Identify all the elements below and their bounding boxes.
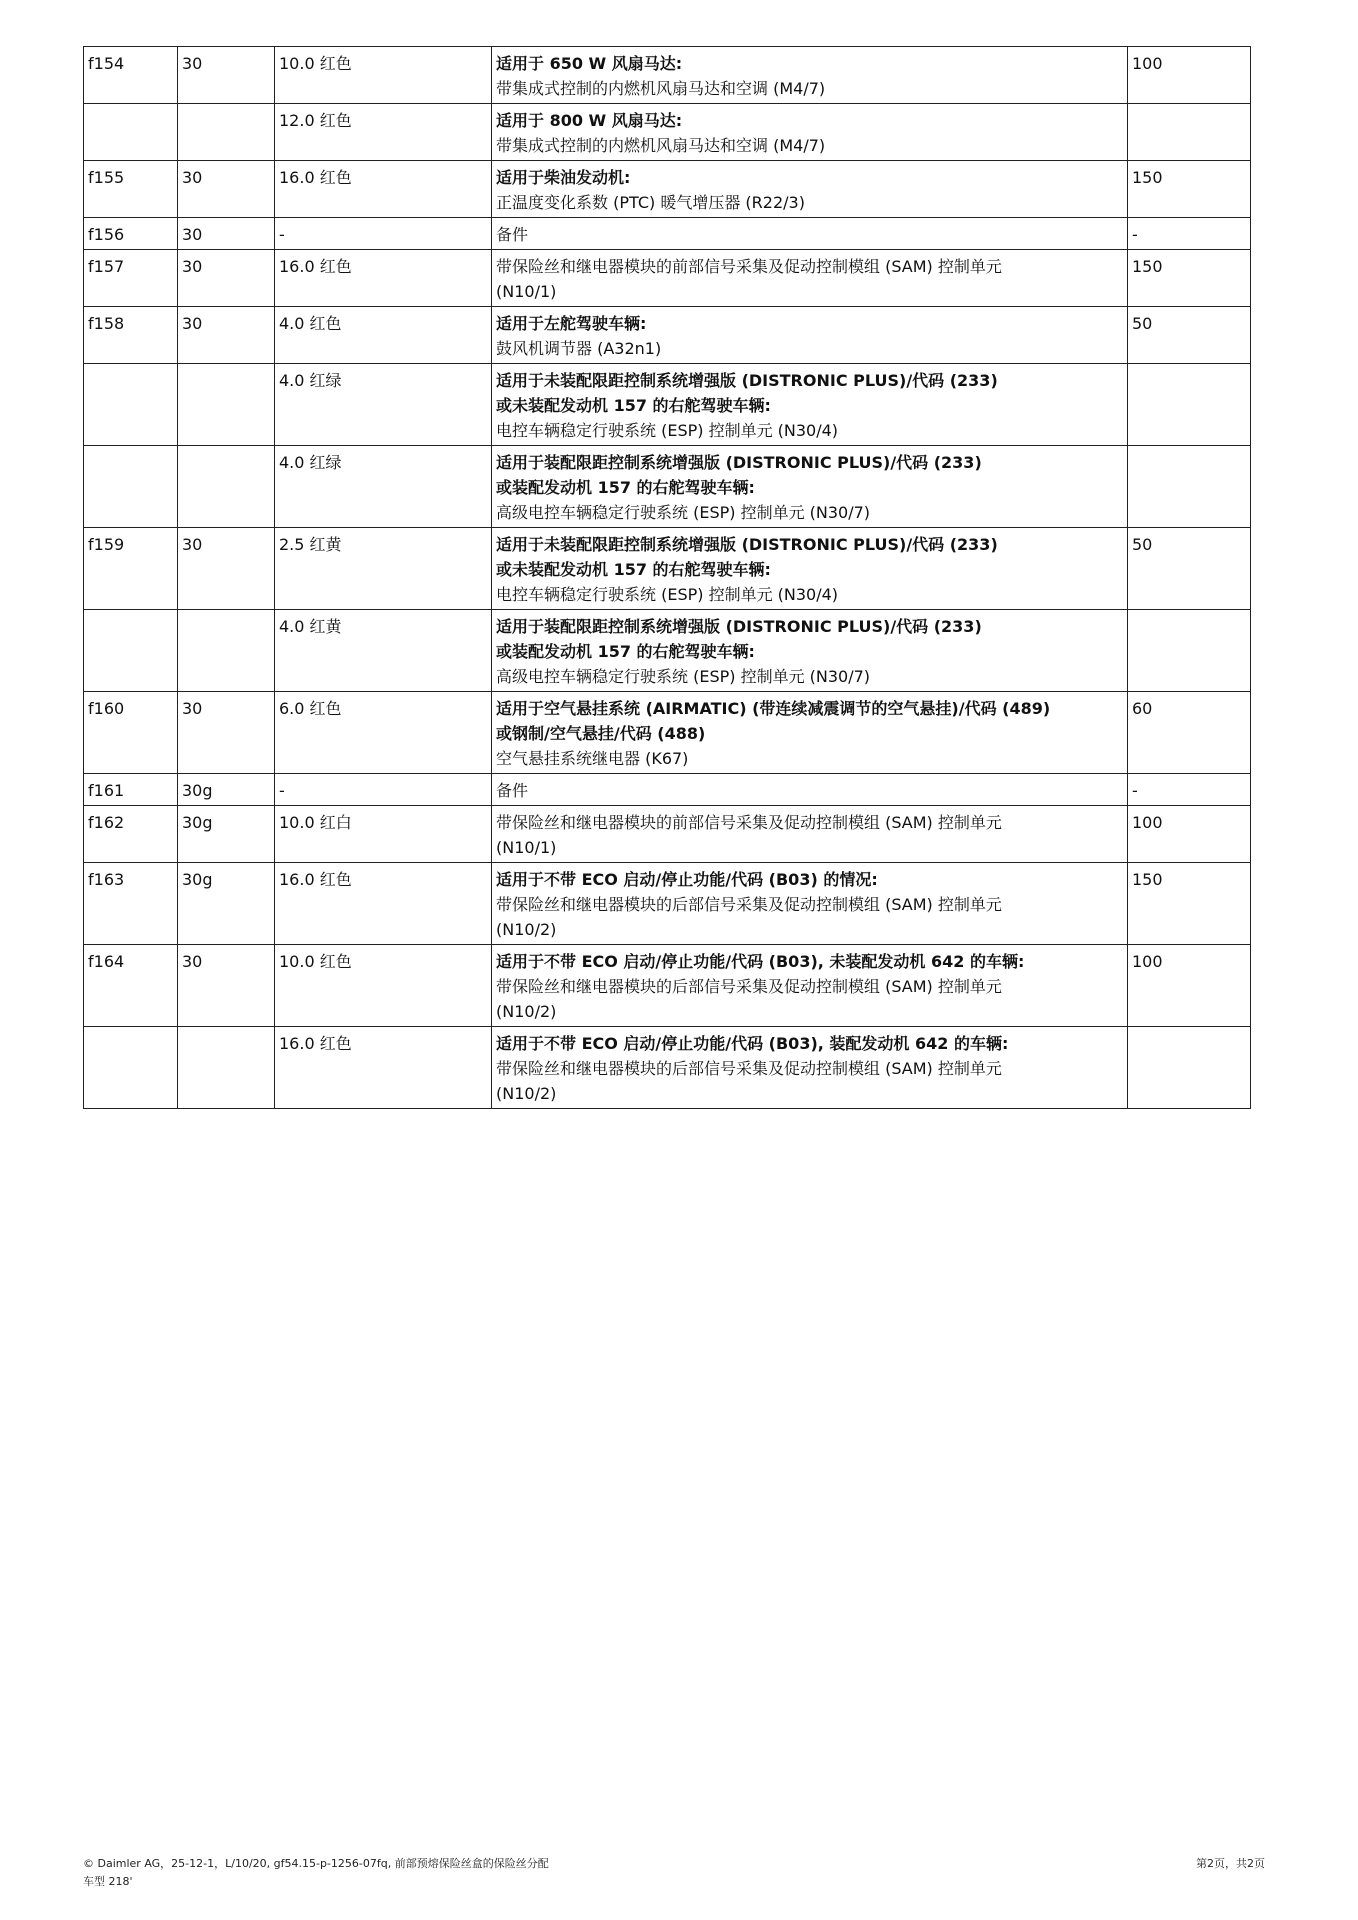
table-row — [84, 364, 1251, 446]
table-row — [84, 218, 1251, 250]
amperage-cell: 150 — [1128, 250, 1251, 307]
terminal-cell: 30 — [178, 218, 275, 250]
amperage-cell — [1128, 364, 1251, 446]
description-cell — [492, 774, 1128, 806]
terminal-cell: 30 — [178, 528, 275, 610]
description-cell — [492, 218, 1128, 250]
wire-cell: 4.0 红绿 — [275, 446, 492, 528]
description-cell — [492, 47, 1128, 104]
fuse-cell: f164 — [84, 945, 178, 1027]
table-row — [84, 161, 1251, 218]
description-text: 备件 — [496, 225, 529, 244]
amperage-cell: 50 — [1128, 307, 1251, 364]
description-cell — [492, 446, 1128, 528]
description-text: 带集成式控制的内燃机风扇马达和空调 (M4/7) — [496, 136, 826, 155]
description-text: (N10/2) — [496, 1084, 557, 1103]
wire-cell: 2.5 红黄 — [275, 528, 492, 610]
terminal-cell: 30 — [178, 47, 275, 104]
terminal-cell: 30g — [178, 863, 275, 945]
fuse-cell: f160 — [84, 692, 178, 774]
fuse-cell: f159 — [84, 528, 178, 610]
description-condition: 适用于装配限距控制系统增强版 (DISTRONIC PLUS)/代码 (233) — [496, 453, 982, 472]
table-row — [84, 1027, 1251, 1109]
description-text: (N10/2) — [496, 1002, 557, 1021]
description-text: (N10/1) — [496, 838, 557, 857]
wire-cell: 16.0 红色 — [275, 250, 492, 307]
description-cell — [492, 945, 1128, 1027]
description-cell — [492, 863, 1128, 945]
wire-cell: 4.0 红色 — [275, 307, 492, 364]
description-condition: 适用于装配限距控制系统增强版 (DISTRONIC PLUS)/代码 (233) — [496, 617, 982, 636]
description-cell — [492, 610, 1128, 692]
terminal-cell — [178, 364, 275, 446]
description-cell — [492, 161, 1128, 218]
amperage-cell: - — [1128, 218, 1251, 250]
wire-cell: - — [275, 774, 492, 806]
description-condition: 或钢制/空气悬挂/代码 (488) — [496, 724, 706, 743]
description-condition: 适用于柴油发动机: — [496, 168, 631, 187]
description-condition: 适用于未装配限距控制系统增强版 (DISTRONIC PLUS)/代码 (233) — [496, 535, 998, 554]
description-text: (N10/1) — [496, 282, 557, 301]
terminal-cell: 30 — [178, 161, 275, 218]
description-cell — [492, 1027, 1128, 1109]
description-text: 电控车辆稳定行驶系统 (ESP) 控制单元 (N30/4) — [496, 421, 839, 440]
description-text: 带保险丝和继电器模块的前部信号采集及促动控制模组 (SAM) 控制单元 — [496, 813, 1002, 832]
description-text: 带保险丝和继电器模块的前部信号采集及促动控制模组 (SAM) 控制单元 — [496, 257, 1002, 276]
fuse-cell — [84, 1027, 178, 1109]
description-cell — [492, 692, 1128, 774]
description-text: 带集成式控制的内燃机风扇马达和空调 (M4/7) — [496, 79, 826, 98]
fuse-cell — [84, 104, 178, 161]
fuse-cell — [84, 364, 178, 446]
amperage-cell — [1128, 446, 1251, 528]
description-text: (N10/2) — [496, 920, 557, 939]
terminal-cell — [178, 1027, 275, 1109]
fuse-cell: f156 — [84, 218, 178, 250]
description-cell — [492, 307, 1128, 364]
amperage-cell: - — [1128, 774, 1251, 806]
fuse-allocation-table — [83, 46, 1251, 1109]
terminal-cell: 30g — [178, 774, 275, 806]
description-cell — [492, 250, 1128, 307]
wire-cell: 10.0 红色 — [275, 47, 492, 104]
page-footer — [83, 1855, 549, 1891]
description-condition: 适用于不带 ECO 启动/停止功能/代码 (B03), 未装配发动机 642 的车辆: — [496, 952, 1025, 971]
amperage-cell: 100 — [1128, 47, 1251, 104]
description-condition: 适用于左舵驾驶车辆: — [496, 314, 647, 333]
table-row — [84, 945, 1251, 1027]
table-row — [84, 307, 1251, 364]
fuse-cell: f154 — [84, 47, 178, 104]
description-text: 高级电控车辆稳定行驶系统 (ESP) 控制单元 (N30/7) — [496, 503, 871, 522]
table-row — [84, 528, 1251, 610]
description-condition: 或装配发动机 157 的右舵驾驶车辆: — [496, 642, 755, 661]
table-row — [84, 47, 1251, 104]
description-cell — [492, 806, 1128, 863]
description-text: 空气悬挂系统继电器 (K67) — [496, 749, 689, 768]
description-text: 正温度变化系数 (PTC) 暖气增压器 (R22/3) — [496, 193, 805, 212]
table-row — [84, 446, 1251, 528]
wire-cell: - — [275, 218, 492, 250]
page-number: 第2页，共2页 — [1196, 1857, 1265, 1870]
terminal-cell — [178, 610, 275, 692]
terminal-cell — [178, 446, 275, 528]
description-condition: 或装配发动机 157 的右舵驾驶车辆: — [496, 478, 755, 497]
fuse-cell: f163 — [84, 863, 178, 945]
table-row — [84, 610, 1251, 692]
description-condition: 适用于空气悬挂系统 (AIRMATIC) (带连续减震调节的空气悬挂)/代码 (489) — [496, 699, 1051, 718]
amperage-cell — [1128, 1027, 1251, 1109]
fuse-cell: f161 — [84, 774, 178, 806]
wire-cell: 4.0 红绿 — [275, 364, 492, 446]
wire-cell: 10.0 红白 — [275, 806, 492, 863]
fuse-table-body — [84, 47, 1251, 1109]
amperage-cell — [1128, 104, 1251, 161]
wire-cell: 16.0 红色 — [275, 161, 492, 218]
description-cell — [492, 364, 1128, 446]
amperage-cell — [1128, 610, 1251, 692]
description-text: 带保险丝和继电器模块的后部信号采集及促动控制模组 (SAM) 控制单元 — [496, 977, 1002, 996]
wire-cell: 4.0 红黄 — [275, 610, 492, 692]
fuse-cell: f162 — [84, 806, 178, 863]
fuse-cell: f158 — [84, 307, 178, 364]
description-condition: 适用于未装配限距控制系统增强版 (DISTRONIC PLUS)/代码 (233) — [496, 371, 998, 390]
terminal-cell: 30g — [178, 806, 275, 863]
amperage-cell: 150 — [1128, 863, 1251, 945]
table-row — [84, 104, 1251, 161]
description-text: 电控车辆稳定行驶系统 (ESP) 控制单元 (N30/4) — [496, 585, 839, 604]
table-row — [84, 863, 1251, 945]
description-text: 鼓风机调节器 (A32n1) — [496, 339, 662, 358]
amperage-cell: 100 — [1128, 806, 1251, 863]
terminal-cell: 30 — [178, 307, 275, 364]
description-text: 高级电控车辆稳定行驶系统 (ESP) 控制单元 (N30/7) — [496, 667, 871, 686]
amperage-cell: 150 — [1128, 161, 1251, 218]
description-condition: 适用于不带 ECO 启动/停止功能/代码 (B03), 装配发动机 642 的车辆: — [496, 1034, 1009, 1053]
fuse-cell — [84, 446, 178, 528]
table-row — [84, 250, 1251, 307]
fuse-cell — [84, 610, 178, 692]
terminal-cell: 30 — [178, 945, 275, 1027]
description-condition: 或未装配发动机 157 的右舵驾驶车辆: — [496, 396, 771, 415]
description-cell — [492, 104, 1128, 161]
wire-cell: 12.0 红色 — [275, 104, 492, 161]
description-cell — [492, 528, 1128, 610]
table-row — [84, 806, 1251, 863]
amperage-cell: 100 — [1128, 945, 1251, 1027]
footer-model: 车型 218' — [83, 1875, 133, 1888]
description-condition: 适用于 650 W 风扇马达: — [496, 54, 683, 73]
description-text: 带保险丝和继电器模块的后部信号采集及促动控制模组 (SAM) 控制单元 — [496, 1059, 1002, 1078]
table-row — [84, 774, 1251, 806]
wire-cell: 6.0 红色 — [275, 692, 492, 774]
table-row — [84, 692, 1251, 774]
amperage-cell: 60 — [1128, 692, 1251, 774]
wire-cell: 16.0 红色 — [275, 863, 492, 945]
amperage-cell: 50 — [1128, 528, 1251, 610]
terminal-cell: 30 — [178, 250, 275, 307]
description-condition: 或未装配发动机 157 的右舵驾驶车辆: — [496, 560, 771, 579]
description-condition: 适用于 800 W 风扇马达: — [496, 111, 683, 130]
description-text: 带保险丝和继电器模块的后部信号采集及促动控制模组 (SAM) 控制单元 — [496, 895, 1002, 914]
fuse-cell: f157 — [84, 250, 178, 307]
terminal-cell — [178, 104, 275, 161]
wire-cell: 16.0 红色 — [275, 1027, 492, 1109]
wire-cell: 10.0 红色 — [275, 945, 492, 1027]
fuse-cell: f155 — [84, 161, 178, 218]
footer-copyright: © Daimler AG，25-12-1，L/10/20, gf54.15-p-1256-07fq, 前部预熔保险丝盒的保险丝分配 — [83, 1857, 549, 1870]
description-condition: 适用于不带 ECO 启动/停止功能/代码 (B03) 的情况: — [496, 870, 878, 889]
terminal-cell: 30 — [178, 692, 275, 774]
description-text: 备件 — [496, 781, 529, 800]
